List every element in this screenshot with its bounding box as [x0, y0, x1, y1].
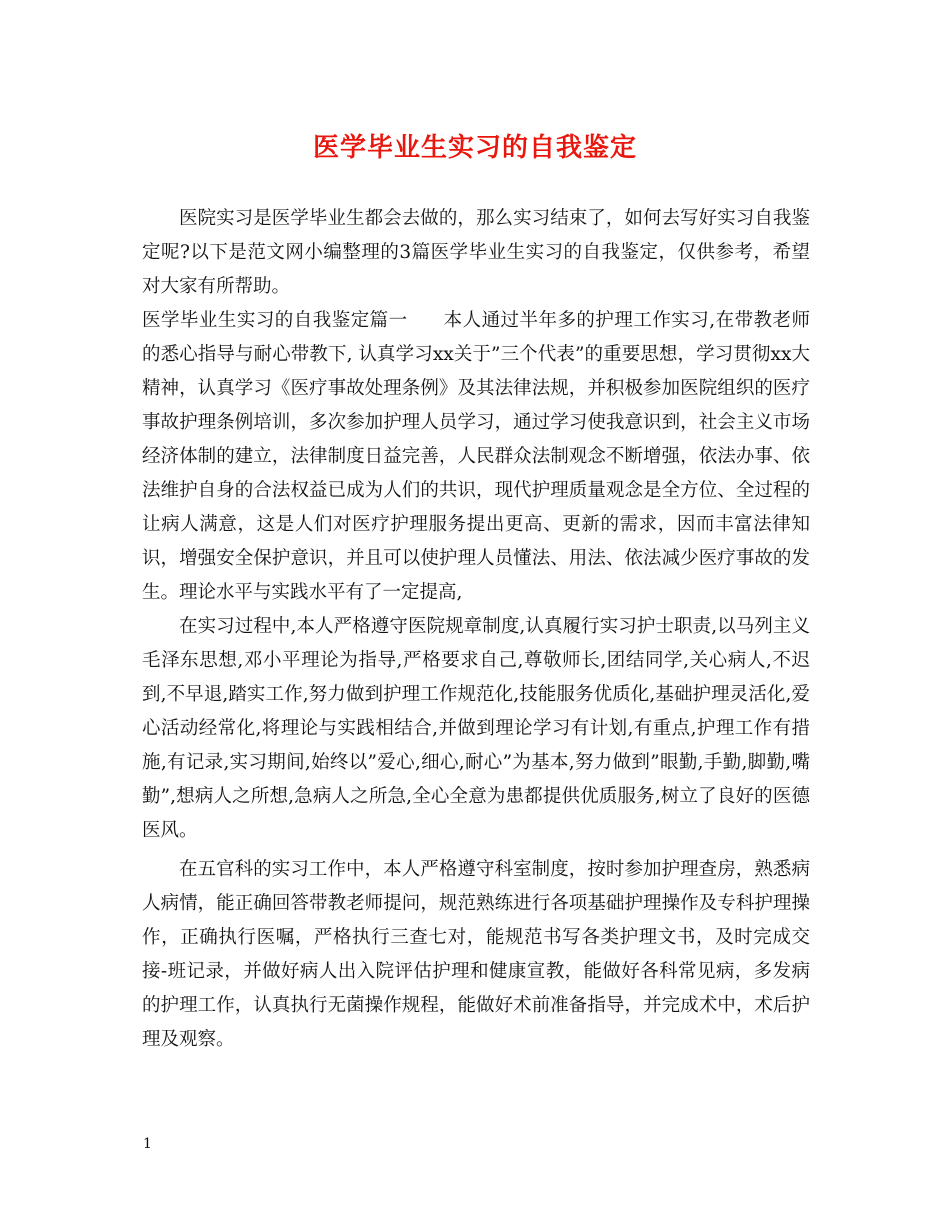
section-paragraph-1	[142, 304, 810, 610]
paragraph-2: 在实习过程中,本人严格遵守医院规章制度,认真履行实习护士职责,以马列主义毛泽东思想,邓小平理论为指导,严格要求自己,尊敬师长,团结同学,关心病人,不迟到,不早退,踏实工作,努力做到护理工作规范化,技能服务优质化,基础护理灵活化,爱心活动经常化,将理论与实践相结合,并做到理论学习有计划,有重点,护理工作有措施,有记录,实习期间,始终以”爱心,细心,耐心”为基本,努力做到”眼勤,手勤,脚勤,嘴勤”,想病人之所想,急病人之所急,全心全意为患都提供优质服务,树立了良好的医德医风。	[142, 616, 810, 841]
page-number: 1	[143, 1136, 152, 1152]
section-heading: 医学毕业生实习的自我鉴定篇一	[142, 310, 408, 331]
document-title: 医学毕业生实习的自我鉴定	[312, 133, 637, 163]
paragraph-3: 在五官科的实习工作中，本人严格遵守科室制度，按时参加护理查房，熟悉病人病情，能正确回答带教老师提问，规范熟练进行各项基础护理操作及专科护理操作，正确执行医嘱，严格执行三查七对，能规范书写各类护理文书，及时完成交接-班记录，并做好病人出入院评估护理和健康宣教，能做好各科常见病，多发病的护理工作，认真执行无菌操作规程，能做好术前准备指导，并完成术中，术后护理及观察。	[142, 859, 810, 1050]
intro-paragraph: 医院实习是医学毕业生都会去做的，那么实习结束了，如何去写好实习自我鉴定呢?以下是范文网小编整理的3篇医学毕业生实习的自我鉴定，仅供参考，希望对大家有所帮助。	[142, 208, 810, 297]
paragraph-1-text: 本人通过半年多的护理工作实习,在带教老师的悉心指导与耐心带教下, 认真学习xx关于”三个代表”的重要思想，学习贯彻xx大精神，认真学习《医疗事故处理条例》及其法律法规，并积极参加医院组织的医疗事故护理条例培训，多次参加护理人员学习，通过学习使我意识到，社会主义市场经济体制的建立，法律制度日益完善，人民群众法制观念不断增强，依法办事、依法维护自身的合法权益已成为人们的共识，现代护理质量观念是全方位、全过程的让病人满意，这是人们对医疗护理服务提出更高、更新的需求，因而丰富法律知识，增强安全保护意识，并且可以使护理人员懂法、用法、依法减少医疗事故的发生。理论水平与实践水平有了一定提高,	[142, 310, 810, 603]
document-body	[142, 202, 810, 1057]
